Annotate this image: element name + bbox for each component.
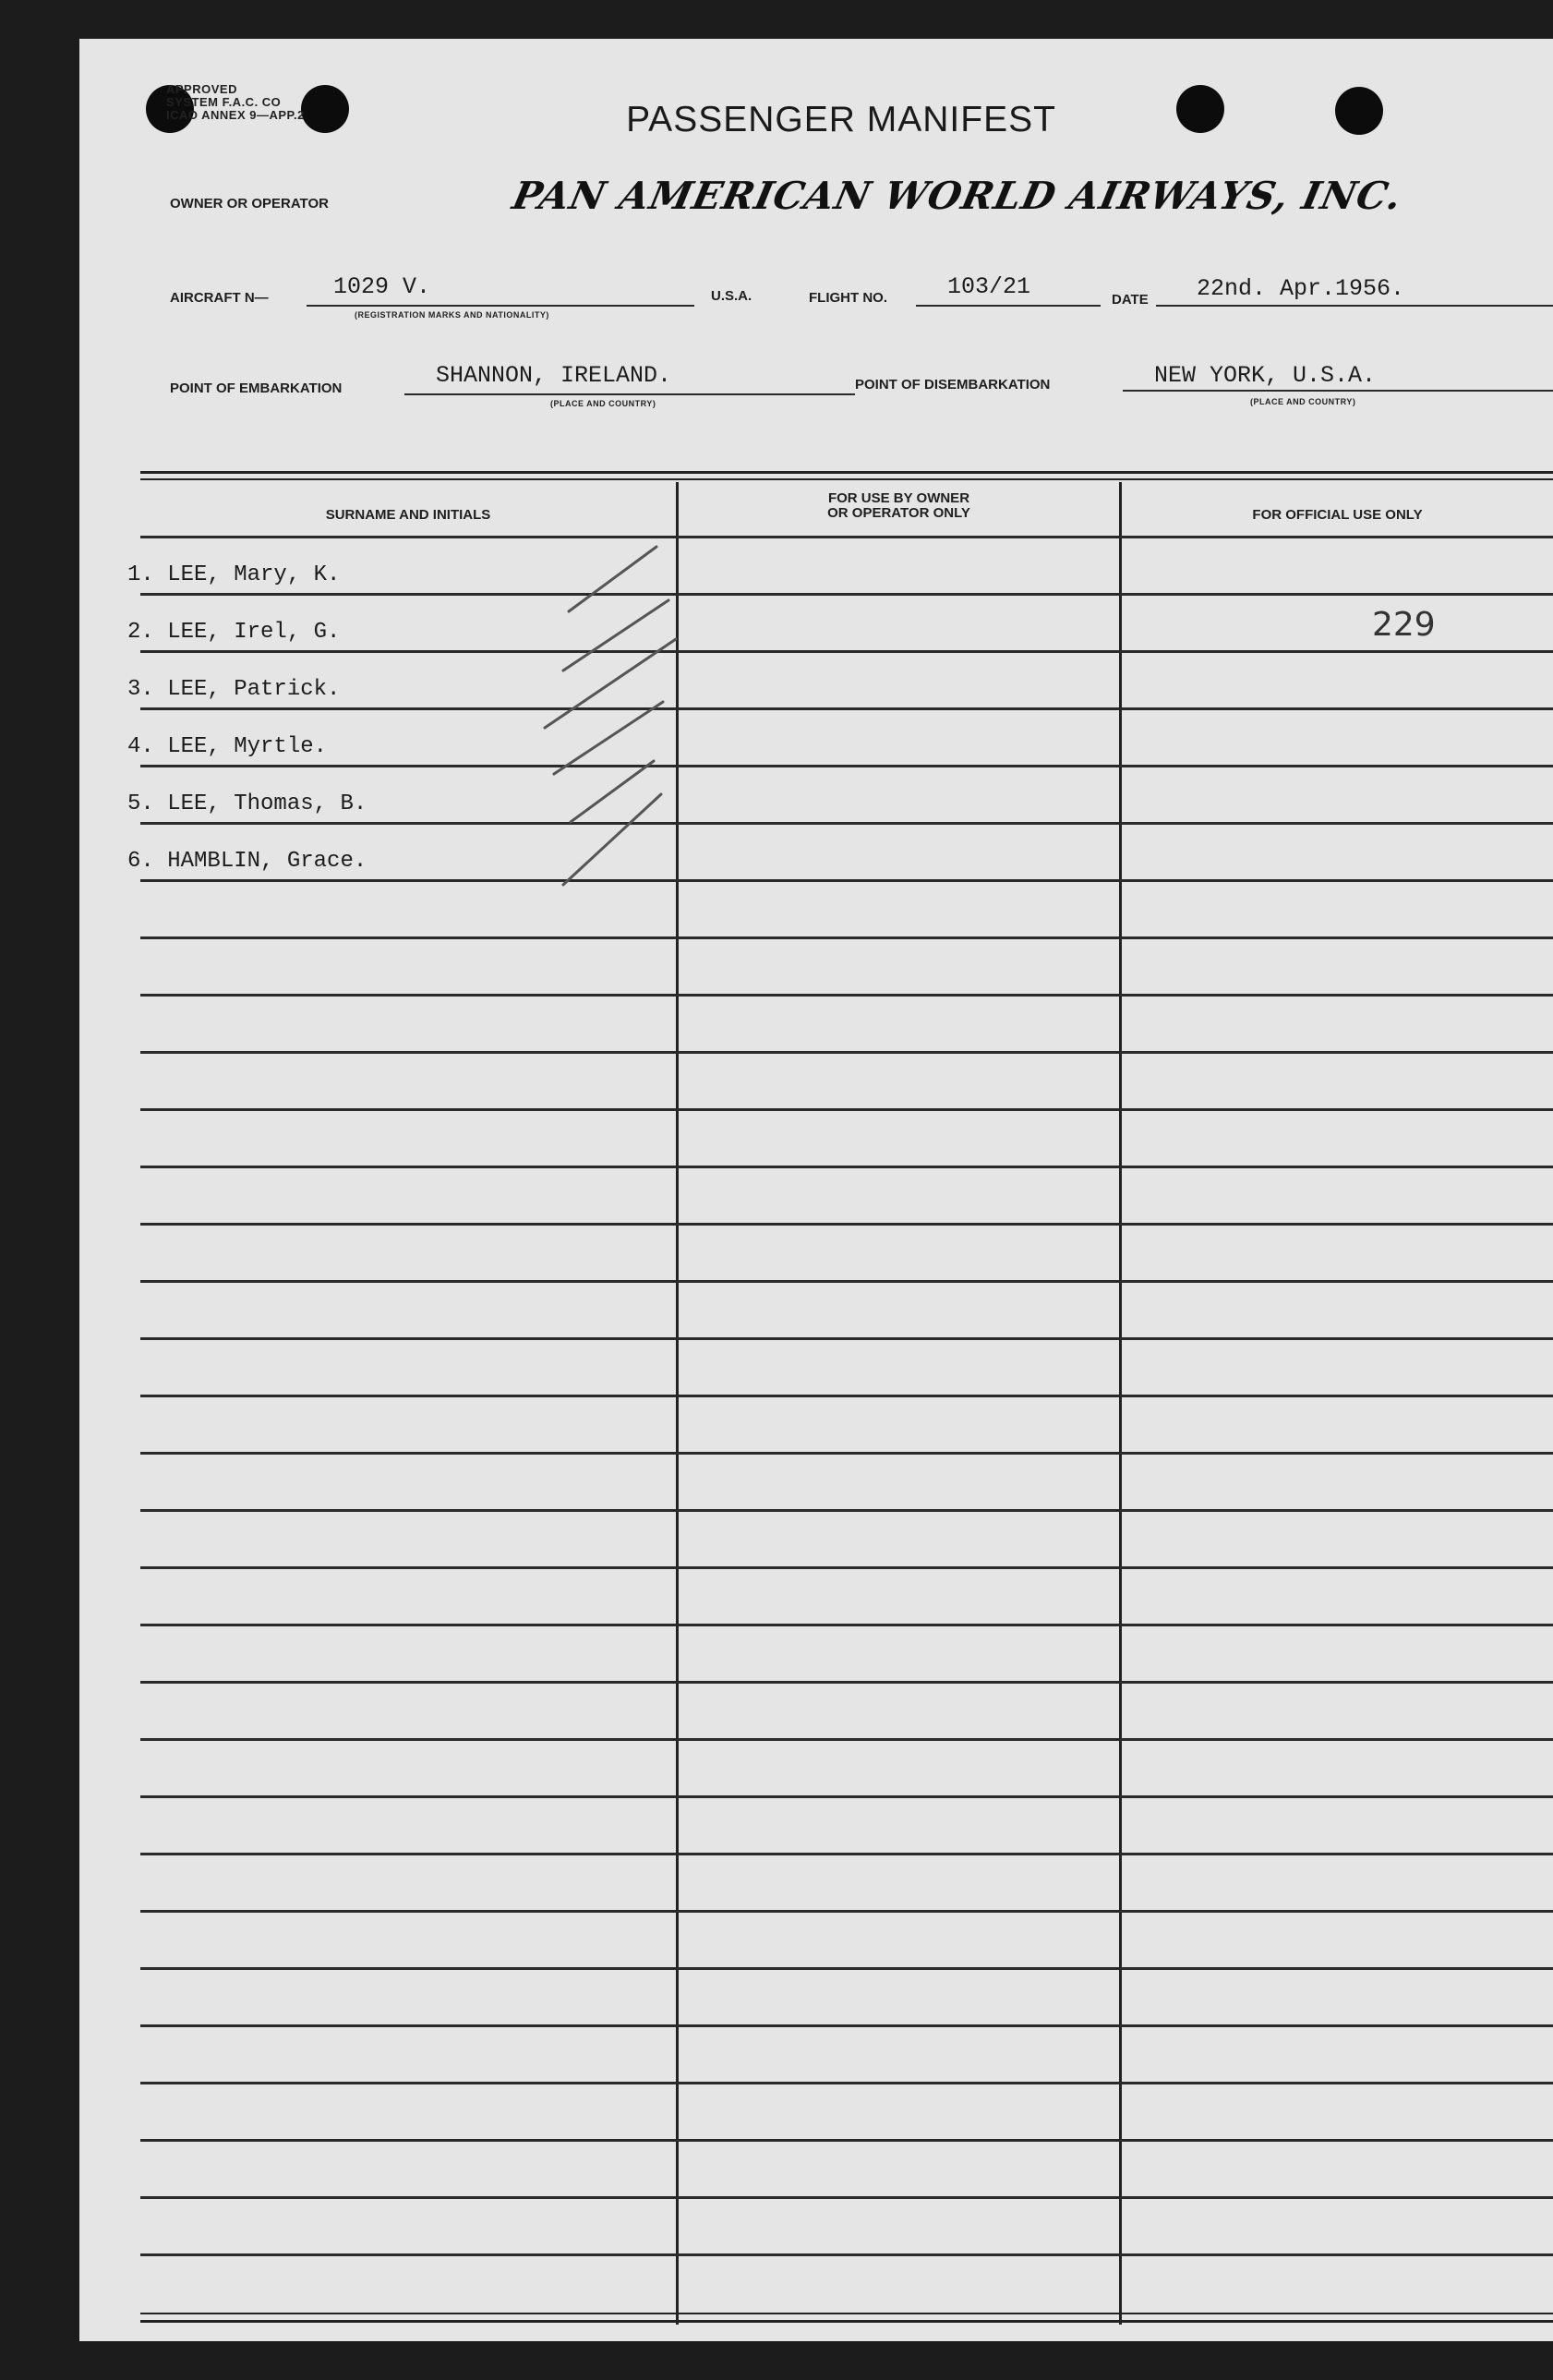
- table-row: [140, 1337, 1553, 1340]
- table-bottom-rule: [140, 2313, 1553, 2314]
- owner-label: OWNER OR OPERATOR: [170, 196, 329, 211]
- table-row: [140, 2139, 1553, 2142]
- table-row: [140, 536, 1553, 538]
- table-top-rule: [140, 471, 1553, 474]
- embarkation-value: SHANNON, IRELAND.: [436, 362, 672, 389]
- owner-value: PAN AMERICAN WORLD AIRWAYS, INC.: [508, 174, 1407, 218]
- table-row: [140, 879, 1553, 882]
- disembarkation-label: POINT OF DISEMBARKATION: [855, 377, 1051, 393]
- date-value: 22nd. Apr.1956.: [1197, 275, 1405, 302]
- manifest-sheet: [79, 39, 1553, 2341]
- table-row: [140, 1624, 1553, 1626]
- passenger-entry: 5. LEE, Thomas, B.: [127, 791, 367, 816]
- table-row: [140, 822, 1553, 825]
- table-row: [140, 1795, 1553, 1798]
- table-row: [140, 1566, 1553, 1569]
- embarkation-label: POINT OF EMBARKATION: [170, 381, 343, 396]
- table-row: [140, 2253, 1553, 2256]
- table-row: [140, 1681, 1553, 1684]
- column-header-surname: SURNAME AND INITIALS: [325, 507, 491, 523]
- table-row: [140, 650, 1553, 653]
- table-top-rule: [140, 478, 1553, 480]
- table-row: [140, 2196, 1553, 2199]
- table-row: [140, 1967, 1553, 1970]
- table-row: [140, 765, 1553, 767]
- table-bottom-rule: [140, 2320, 1553, 2323]
- table-row: [140, 1051, 1553, 1054]
- column-header-official: FOR OFFICIAL USE ONLY: [1252, 507, 1423, 523]
- table-row: [140, 1223, 1553, 1226]
- punch-hole: [1176, 85, 1224, 133]
- passenger-entry: 2. LEE, Irel, G.: [127, 620, 341, 645]
- table-row: [140, 1738, 1553, 1741]
- approval-line: ICAO ANNEX 9—APP.2: [166, 108, 305, 122]
- passenger-entry: 3. LEE, Patrick.: [127, 677, 341, 702]
- date-label: DATE: [1112, 292, 1149, 308]
- punch-hole: [301, 85, 349, 133]
- table-row: [140, 1509, 1553, 1512]
- official-note: 229: [1372, 606, 1436, 644]
- table-row: [140, 994, 1553, 997]
- approval-stamp: [166, 83, 305, 122]
- table-row: [140, 1853, 1553, 1855]
- table-row: [140, 936, 1553, 939]
- approval-line: SYSTEM F.A.C. CO: [166, 95, 282, 109]
- table-row: [140, 1108, 1553, 1111]
- country-label: U.S.A.: [711, 288, 752, 304]
- aircraft-label: AIRCRAFT N—: [170, 290, 269, 306]
- table-row: [140, 2082, 1553, 2084]
- passenger-entry: 6. HAMBLIN, Grace.: [127, 849, 367, 874]
- embarkation-sublabel: (PLACE AND COUNTRY): [550, 399, 656, 408]
- column-header-owner: FOR USE BY OWNER OR OPERATOR ONLY: [827, 490, 970, 521]
- flight-value: 103/21: [947, 273, 1031, 300]
- passenger-entry: 1. LEE, Mary, K.: [127, 562, 341, 587]
- table-row: [140, 2024, 1553, 2027]
- disembarkation-sublabel: (PLACE AND COUNTRY): [1250, 397, 1356, 406]
- passenger-entry: 4. LEE, Myrtle.: [127, 734, 328, 759]
- page-title: PASSENGER MANIFEST: [626, 100, 1056, 139]
- table-row: [140, 1166, 1553, 1168]
- aircraft-value: 1029 V.: [333, 273, 431, 300]
- aircraft-sublabel: (REGISTRATION MARKS AND NATIONALITY): [355, 310, 549, 320]
- table-row: [140, 593, 1553, 596]
- flight-label: FLIGHT NO.: [809, 290, 887, 306]
- table-row: [140, 707, 1553, 710]
- pencil-tick-marks: [467, 501, 707, 907]
- approval-line: APPROVED: [166, 82, 237, 96]
- punch-hole: [1335, 87, 1383, 135]
- table-row: [140, 1395, 1553, 1397]
- table-row: [140, 1452, 1553, 1455]
- table-row: [140, 1280, 1553, 1283]
- table-row: [140, 1910, 1553, 1913]
- column-divider: [1119, 482, 1122, 2325]
- disembarkation-value: NEW YORK, U.S.A.: [1154, 362, 1377, 389]
